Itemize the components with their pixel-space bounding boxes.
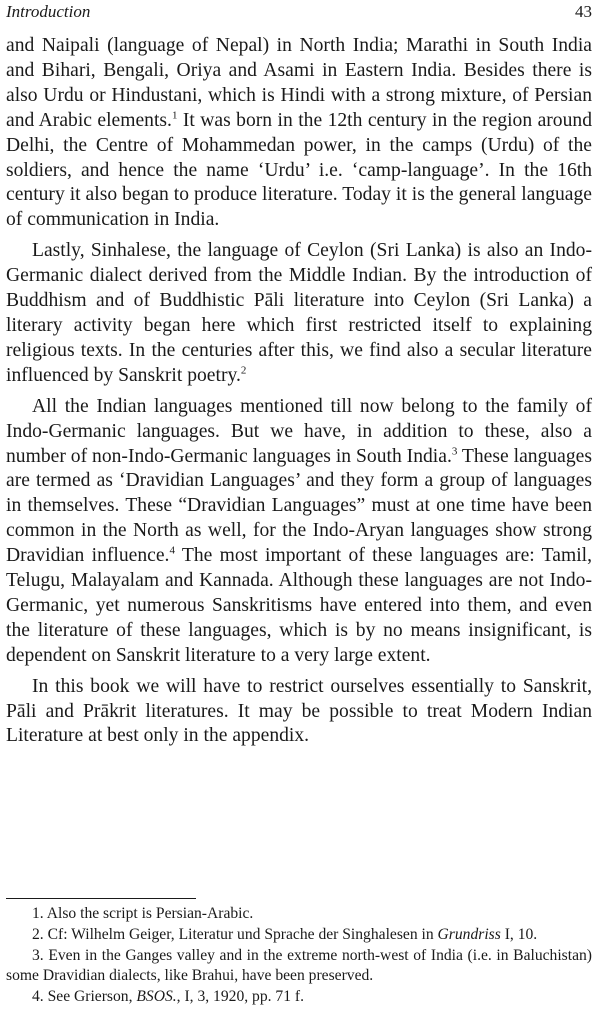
footnote-text: Also the script is Persian-Arabic. <box>46 905 254 922</box>
footnote-number: 1. <box>32 905 44 922</box>
running-title: Introduction <box>6 2 91 21</box>
footnote-italic-title: Grundriss <box>437 925 501 943</box>
footnote-ref-2: 2 <box>240 364 247 377</box>
text-run: and Naipali (language of Nepal) in North India; Marathi in South India and Bihari, Bengali, Oriya and Asami in Eastern India. Besides there is also Urdu or Hindustani, which is Hindi with a strong mixture, of Persian and Arabic elements. <box>6 35 592 131</box>
paragraph-1 <box>6 34 592 233</box>
paragraph-3 <box>6 395 592 669</box>
body-text <box>6 34 592 749</box>
footnote-1 <box>6 904 592 925</box>
text-run: It was born in the 12th century in the region around Delhi, the Centre of Mohammedan power, in the camps (Urdu) of the soldiers, and hence the name ‘Urdu’ i.e. ‘camp-language’. In the 16th century it also began to produce literature. Today it is the general language of communication in India. <box>6 109 592 231</box>
running-head <box>6 2 592 24</box>
footnote-text: Even in the Ganges valley and in the extreme north-west of India (i.e. in Baluchistan) some Dravidian dialects, like Brahui, have been preserved. <box>6 946 592 985</box>
footnotes <box>6 904 592 1008</box>
footnote-3 <box>6 946 592 988</box>
footnote-text: , I, 3, 1920, pp. 71 f. <box>176 988 305 1006</box>
text-run: These languages are termed as ‘Dravidian Languages’ and they form a group of languages in themselves. These “Dravidian Languages” must at one time have been common in the North as well, for the Indo-Aryan languages show strong Dravidian influence. <box>6 445 592 567</box>
footnote-divider <box>6 898 196 899</box>
footnote-number: 3. <box>32 946 44 964</box>
footnote-ref-4: 4 <box>169 544 175 557</box>
text-run: Lastly, Sinhalese, the language of Ceylon (Sri Lanka) is also an Indo-Germanic dialect derived from the Middle Indian. By the introduction of Buddhism and of Buddhistic Pāli literature into Ceylon (Sri Lanka) a literary activity began here which first restricted itself to explaining religious texts. In the centuries after this, we find also a secular literature influenced by Sanskrit poetry. <box>6 240 592 386</box>
paragraph-2 <box>6 239 592 388</box>
footnote-number: 4. <box>32 988 44 1006</box>
footnote-number: 2. <box>32 925 44 943</box>
footnote-4 <box>6 987 592 1008</box>
footnote-2 <box>6 925 592 946</box>
footnote-text: See Grierson, <box>47 988 137 1006</box>
footnote-italic-title: BSOS. <box>136 988 177 1006</box>
text-run: In this book we will have to restrict ourselves essentially to Sanskrit, Pāli and Prākrit literatures. It may be possible to treat Modern Indian Literature at best only in the appendix. <box>6 675 592 747</box>
footnote-ref-1: 1 <box>171 109 178 122</box>
footnote-text: I, 10. <box>500 925 538 943</box>
text-run: All the Indian languages mentioned till now belong to the family of Indo-Germanic languages. But we have, in addition to these, also a number of non-Indo-Germanic languages in South India. <box>6 395 592 467</box>
footnote-ref-3: 3 <box>451 444 458 457</box>
page-number: 43 <box>575 2 592 21</box>
footnote-text: Cf: Wilhelm Geiger, Literatur und Sprache der Singhalesen in <box>47 925 438 943</box>
paragraph-4 <box>6 675 592 750</box>
text-run: The most important of these languages are: Tamil, Telugu, Malayalam and Kannada. Although these languages are not Indo-Germanic, yet numerous Sanskritisms have entered into them, and even the literature of these languages, which is by no means insignificant, is dependent on Sanskrit literature to a very large extent. <box>6 545 592 666</box>
